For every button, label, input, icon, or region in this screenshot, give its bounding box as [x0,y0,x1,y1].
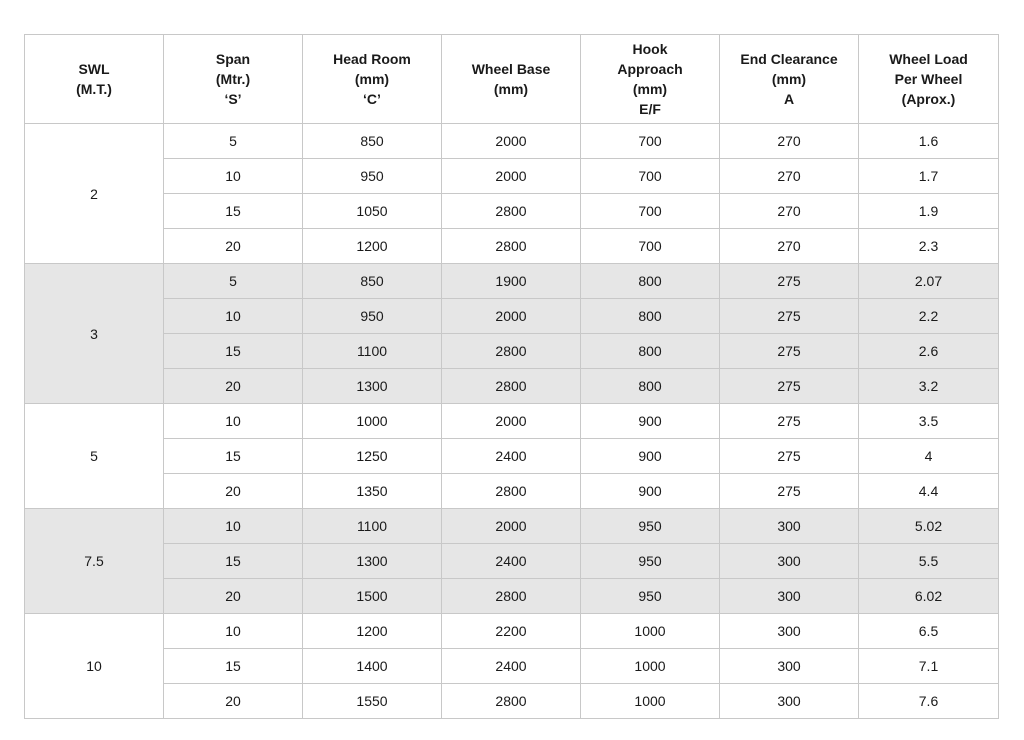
wheel-load-cell: 3.5 [859,404,999,439]
wheel-base-cell: 2800 [442,229,581,264]
wheel-load-cell: 2.3 [859,229,999,264]
table-row [25,684,999,719]
swl-cell: 5 [25,404,164,509]
swl-cell: 7.5 [25,509,164,614]
wheel-load-cell: 6.02 [859,579,999,614]
column-header-line: Hook [632,41,668,57]
hook-approach-cell: 950 [581,509,720,544]
head-room-cell: 1100 [303,509,442,544]
column-header-line: (Mtr.) [215,71,251,87]
table-row [25,579,999,614]
table-row [25,509,999,544]
hook-approach-cell: 900 [581,404,720,439]
span-cell: 5 [164,264,303,299]
wheel-load-cell: 2.2 [859,299,999,334]
hook-approach-cell: 950 [581,544,720,579]
end-clearance-cell: 270 [720,159,859,194]
wheel-load-cell: 6.5 [859,614,999,649]
span-cell: 10 [164,159,303,194]
column-header-line: (Aprox.) [901,91,956,107]
column-header-line: Head Room [333,51,411,67]
column-header-line: ‘C’ [363,91,381,107]
head-room-cell: 950 [303,299,442,334]
end-clearance-cell: 270 [720,194,859,229]
table-row [25,159,999,194]
column-header-line: A [783,91,795,107]
hook-approach-cell: 900 [581,439,720,474]
column-header-swl [25,35,164,124]
hook-approach-cell: 800 [581,264,720,299]
wheel-base-cell: 2800 [442,334,581,369]
head-room-cell: 1100 [303,334,442,369]
head-room-cell: 1000 [303,404,442,439]
head-room-cell: 1300 [303,544,442,579]
hook-approach-cell: 950 [581,579,720,614]
column-header-wheel-load [859,35,999,124]
span-cell: 15 [164,544,303,579]
end-clearance-cell: 300 [720,649,859,684]
head-room-cell: 1400 [303,649,442,684]
column-header-end-clearance [720,35,859,124]
wheel-load-cell: 7.1 [859,649,999,684]
wheel-base-cell: 2800 [442,194,581,229]
span-cell: 15 [164,334,303,369]
table-row [25,404,999,439]
head-room-cell: 1200 [303,614,442,649]
span-cell: 20 [164,579,303,614]
end-clearance-cell: 270 [720,229,859,264]
wheel-base-cell: 2400 [442,649,581,684]
wheel-load-cell: 1.7 [859,159,999,194]
column-header-line: ‘S’ [224,91,242,107]
column-header-span [164,35,303,124]
hook-approach-cell: 800 [581,299,720,334]
span-cell: 15 [164,439,303,474]
head-room-cell: 1250 [303,439,442,474]
table-row [25,369,999,404]
crane-spec-table [24,34,999,719]
wheel-base-cell: 2000 [442,509,581,544]
end-clearance-cell: 275 [720,439,859,474]
wheel-load-cell: 5.02 [859,509,999,544]
column-header-line: (mm) [493,81,529,97]
hook-approach-cell: 700 [581,124,720,159]
wheel-base-cell: 2400 [442,544,581,579]
wheel-base-cell: 2000 [442,299,581,334]
wheel-load-cell: 4.4 [859,474,999,509]
table-row [25,614,999,649]
head-room-cell: 850 [303,124,442,159]
end-clearance-cell: 300 [720,509,859,544]
span-cell: 10 [164,404,303,439]
head-room-cell: 1300 [303,369,442,404]
table-body [25,124,999,719]
wheel-load-cell: 1.9 [859,194,999,229]
swl-cell: 10 [25,614,164,719]
span-cell: 20 [164,369,303,404]
table-header [25,35,999,124]
wheel-base-cell: 2800 [442,369,581,404]
table-row [25,649,999,684]
hook-approach-cell: 700 [581,229,720,264]
table-row [25,194,999,229]
end-clearance-cell: 270 [720,124,859,159]
wheel-base-cell: 1900 [442,264,581,299]
hook-approach-cell: 800 [581,334,720,369]
column-header-hook-approach [581,35,720,124]
hook-approach-cell: 900 [581,474,720,509]
table-row [25,299,999,334]
head-room-cell: 1550 [303,684,442,719]
wheel-load-cell: 2.6 [859,334,999,369]
header-row [25,35,999,124]
wheel-load-cell: 4 [859,439,999,474]
table-row [25,439,999,474]
table-row [25,264,999,299]
wheel-load-cell: 1.6 [859,124,999,159]
span-cell: 10 [164,509,303,544]
column-header-wheel-base [442,35,581,124]
end-clearance-cell: 275 [720,404,859,439]
end-clearance-cell: 300 [720,579,859,614]
end-clearance-cell: 275 [720,299,859,334]
wheel-base-cell: 2000 [442,124,581,159]
hook-approach-cell: 700 [581,159,720,194]
table-row [25,124,999,159]
end-clearance-cell: 300 [720,684,859,719]
span-cell: 10 [164,614,303,649]
column-header-line: SWL [78,61,110,77]
wheel-base-cell: 2800 [442,579,581,614]
span-cell: 20 [164,229,303,264]
end-clearance-cell: 275 [720,334,859,369]
head-room-cell: 850 [303,264,442,299]
end-clearance-cell: 275 [720,264,859,299]
wheel-load-cell: 5.5 [859,544,999,579]
head-room-cell: 1050 [303,194,442,229]
end-clearance-cell: 300 [720,614,859,649]
end-clearance-cell: 275 [720,369,859,404]
hook-approach-cell: 1000 [581,614,720,649]
wheel-load-cell: 3.2 [859,369,999,404]
column-header-line: (mm) [632,81,668,97]
column-header-line: Wheel Base [471,61,551,77]
column-header-line: End Clearance [740,51,838,67]
wheel-base-cell: 2800 [442,684,581,719]
column-header-line: Approach [617,61,683,77]
wheel-base-cell: 2000 [442,404,581,439]
hook-approach-cell: 1000 [581,649,720,684]
span-cell: 15 [164,194,303,229]
column-header-line: Per Wheel [894,71,963,87]
wheel-load-cell: 2.07 [859,264,999,299]
span-cell: 15 [164,649,303,684]
span-cell: 20 [164,474,303,509]
wheel-base-cell: 2800 [442,474,581,509]
table-row [25,334,999,369]
column-header-line: Span [215,51,251,67]
wheel-base-cell: 2200 [442,614,581,649]
swl-cell: 2 [25,124,164,264]
span-cell: 5 [164,124,303,159]
column-header-line: (mm) [354,71,390,87]
wheel-load-cell: 7.6 [859,684,999,719]
table-row [25,544,999,579]
column-header-line: (M.T.) [76,81,112,97]
wheel-base-cell: 2400 [442,439,581,474]
head-room-cell: 1350 [303,474,442,509]
hook-approach-cell: 800 [581,369,720,404]
head-room-cell: 1200 [303,229,442,264]
head-room-cell: 950 [303,159,442,194]
span-cell: 20 [164,684,303,719]
hook-approach-cell: 1000 [581,684,720,719]
swl-cell: 3 [25,264,164,404]
end-clearance-cell: 275 [720,474,859,509]
span-cell: 10 [164,299,303,334]
wheel-base-cell: 2000 [442,159,581,194]
column-header-head-room [303,35,442,124]
column-header-line: (mm) [771,71,807,87]
end-clearance-cell: 300 [720,544,859,579]
table-row [25,474,999,509]
hook-approach-cell: 700 [581,194,720,229]
column-header-line: Wheel Load [889,51,968,67]
table-row [25,229,999,264]
column-header-line: E/F [639,101,661,117]
head-room-cell: 1500 [303,579,442,614]
